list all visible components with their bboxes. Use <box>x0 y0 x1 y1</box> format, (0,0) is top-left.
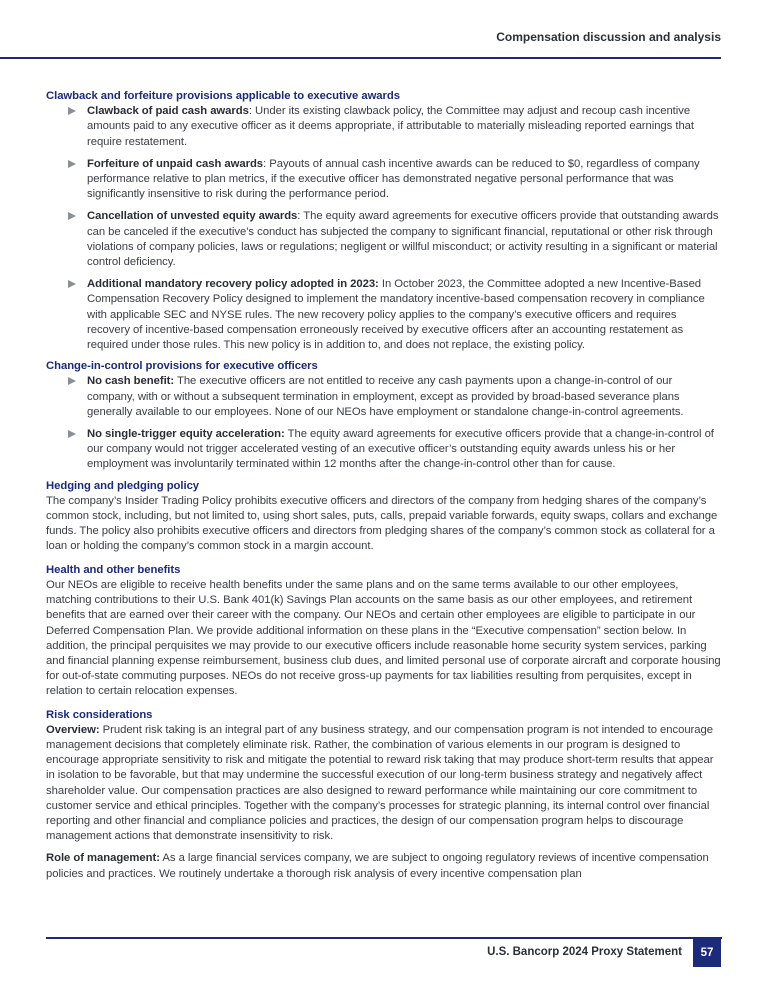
bullet-list <box>46 104 722 353</box>
paragraph-lead: Role of management: <box>46 852 160 865</box>
paragraph-lead: Overview: <box>46 723 100 736</box>
triangle-bullet-icon <box>68 107 76 115</box>
list-item <box>68 104 722 150</box>
paragraph-text: As a large financial services company, we are subject to ongoing regulatory reviews of incentive compensation policies and practices. We routinely undertake a thorough risk analysis of every incentive compensation plan <box>46 852 709 880</box>
item-sep: : <box>263 157 270 170</box>
footer-divider <box>46 937 722 939</box>
section-body: The company’s Insider Trading Policy prohibits executive officers and directors of the company from hedging shares of the company’s common stock, including, but not limited to, using short sales, puts, calls, prepaid variable forwards, equity swaps, collars and exchange funds. The policy also prohibits executive officers and directors from pledging shares of the company’s common stock as collateral for a loan or holding the company’s common stock in a margin account. <box>46 494 718 553</box>
list-item <box>68 209 722 270</box>
section-risk-considerations <box>46 708 722 882</box>
role-of-management-paragraph <box>46 851 722 881</box>
item-lead: Clawback of paid cash awards <box>87 105 249 118</box>
section-title: Risk considerations <box>46 708 153 721</box>
section-hedging-pledging <box>46 479 722 555</box>
page-number-badge: 57 <box>693 938 721 967</box>
section-clawback <box>46 89 722 353</box>
triangle-bullet-icon <box>68 160 76 168</box>
paragraph-text: Prudent risk taking is an integral part of any business strategy, and our compensation program is not intended to encourage management decisions that completely eliminate risk. Rather, the combination of various elements in our program is designed to encourage appropriate sensitivity to risk and mitigate the potential to reward risk taking that may produce short-term results that appear in isolation to be favorable, but that may undermine the successful execution of our long-term business strategy and negatively affect shareholder value. Our compensation practices are also designed to reward performance while maintaining our core commitment to customer service and ethical principles. Together with the company’s processes for strategic planning, its internal control over financial reporting and other financial and compliance policies and practices, the design of our compensation program helps to discourage management actions that demonstrate insensitivity to risk. <box>46 723 714 843</box>
section-change-in-control <box>46 359 722 472</box>
triangle-bullet-icon <box>68 212 76 220</box>
header-divider <box>0 57 721 59</box>
page-content <box>46 89 722 888</box>
section-body: Our NEOs are eligible to receive health benefits under the same plans and on the same terms available to our other employees, matching contributions to their U.S. Bank 401(k) Savings Plan accounts on the same basis as our other employees, and retirement benefits that are earned over their career with the company. Our NEOs and certain other employees are eligible to participate in our Deferred Compensation Plan. We provide additional information on these plans in the “Executive compensation” section below. In addition, the principal perquisites we may provide to our executive officers include reasonable home security system services, parking and financial planning expense reimbursement, business club dues, and limited personal use of corporate aircraft and corporate housing for out-of-state commuting purposes. NEOs do not receive gross-up payments for tax liabilities resulting from perquisites, except in relation to certain relocation expenses. <box>46 578 721 698</box>
item-lead: Additional mandatory recovery policy adopted in 2023: <box>87 278 379 291</box>
bullet-list <box>46 374 722 472</box>
running-header: Compensation discussion and analysis <box>496 30 721 44</box>
triangle-bullet-icon <box>68 430 76 438</box>
list-item <box>68 427 722 473</box>
item-sep: : <box>248 105 256 118</box>
item-lead: Forfeiture of unpaid cash awards <box>87 157 264 170</box>
section-title: Change-in-control provisions for executive officers <box>46 360 318 373</box>
list-item <box>68 374 722 420</box>
item-lead: Cancellation of unvested equity awards <box>87 210 298 223</box>
triangle-bullet-icon <box>68 280 76 288</box>
list-item <box>68 277 722 353</box>
footer-document-title: U.S. Bancorp 2024 Proxy Statement <box>487 946 682 958</box>
item-text: Payouts of annual cash incentive awards can be reduced to $0, regardless of company performance relative to plan metrics, if the executive officer has demonstrated negative personal performance that was significantly insensitive to risk during the performance period. <box>87 157 700 201</box>
triangle-bullet-icon <box>68 377 76 385</box>
item-text: In October 2023, the Committee adopted a new Incentive-Based Compensation Recovery Policy designed to implement the mandatory incentive-based compensation recovery in compliance with applicable SEC and NYSE rules. The new recovery policy applies to the company’s executive officers and requires recovery of incentive-based compensation erroneously received by executive officers after an accounting restatement as required under those rules. This new policy is in addition to, and does not replace, the existing policy. <box>87 278 705 352</box>
section-health-benefits <box>46 563 722 700</box>
item-text: The executive officers are not entitled to receive any cash payments upon a change-in-control of our company, with or without a subsequent termination in employment, except as provided by broad-based severance plans generally available to our employees. None of our NEOs have employment or standalone change-in-control agreements. <box>87 375 684 418</box>
item-text: The equity award agreements for executive officers provide that a change-in-control of our company would not trigger accelerated vesting of an executive officer’s outstanding equity awards unless his or her employment was involuntarily terminated within 12 months after the change-in-control other than for cause. <box>87 428 714 471</box>
item-text: The equity award agreements for executive officers provide that outstanding awards can be canceled if the executive’s conduct has subjected the company to significant financial, reputational or other risk through violations of company policies, laws or regulations; negligent or willful misconduct; or activity resulting in a significant or material control deficiency. <box>87 210 719 269</box>
list-item <box>68 157 722 203</box>
section-title: Clawback and forfeiture provisions applicable to executive awards <box>46 90 400 102</box>
overview-paragraph <box>46 723 722 845</box>
section-title: Hedging and pledging policy <box>46 479 200 492</box>
item-sep: : <box>297 210 304 223</box>
section-title: Health and other benefits <box>46 563 181 576</box>
item-lead: No cash benefit: <box>87 375 175 388</box>
item-text: Under its existing clawback policy, the Committee may adjust and recoup cash incentive amounts paid to any executive officer as it deems appropriate, if attributable to materially misleading reported earnings that require restatement. <box>87 105 694 148</box>
item-lead: No single-trigger equity acceleration: <box>87 428 285 441</box>
